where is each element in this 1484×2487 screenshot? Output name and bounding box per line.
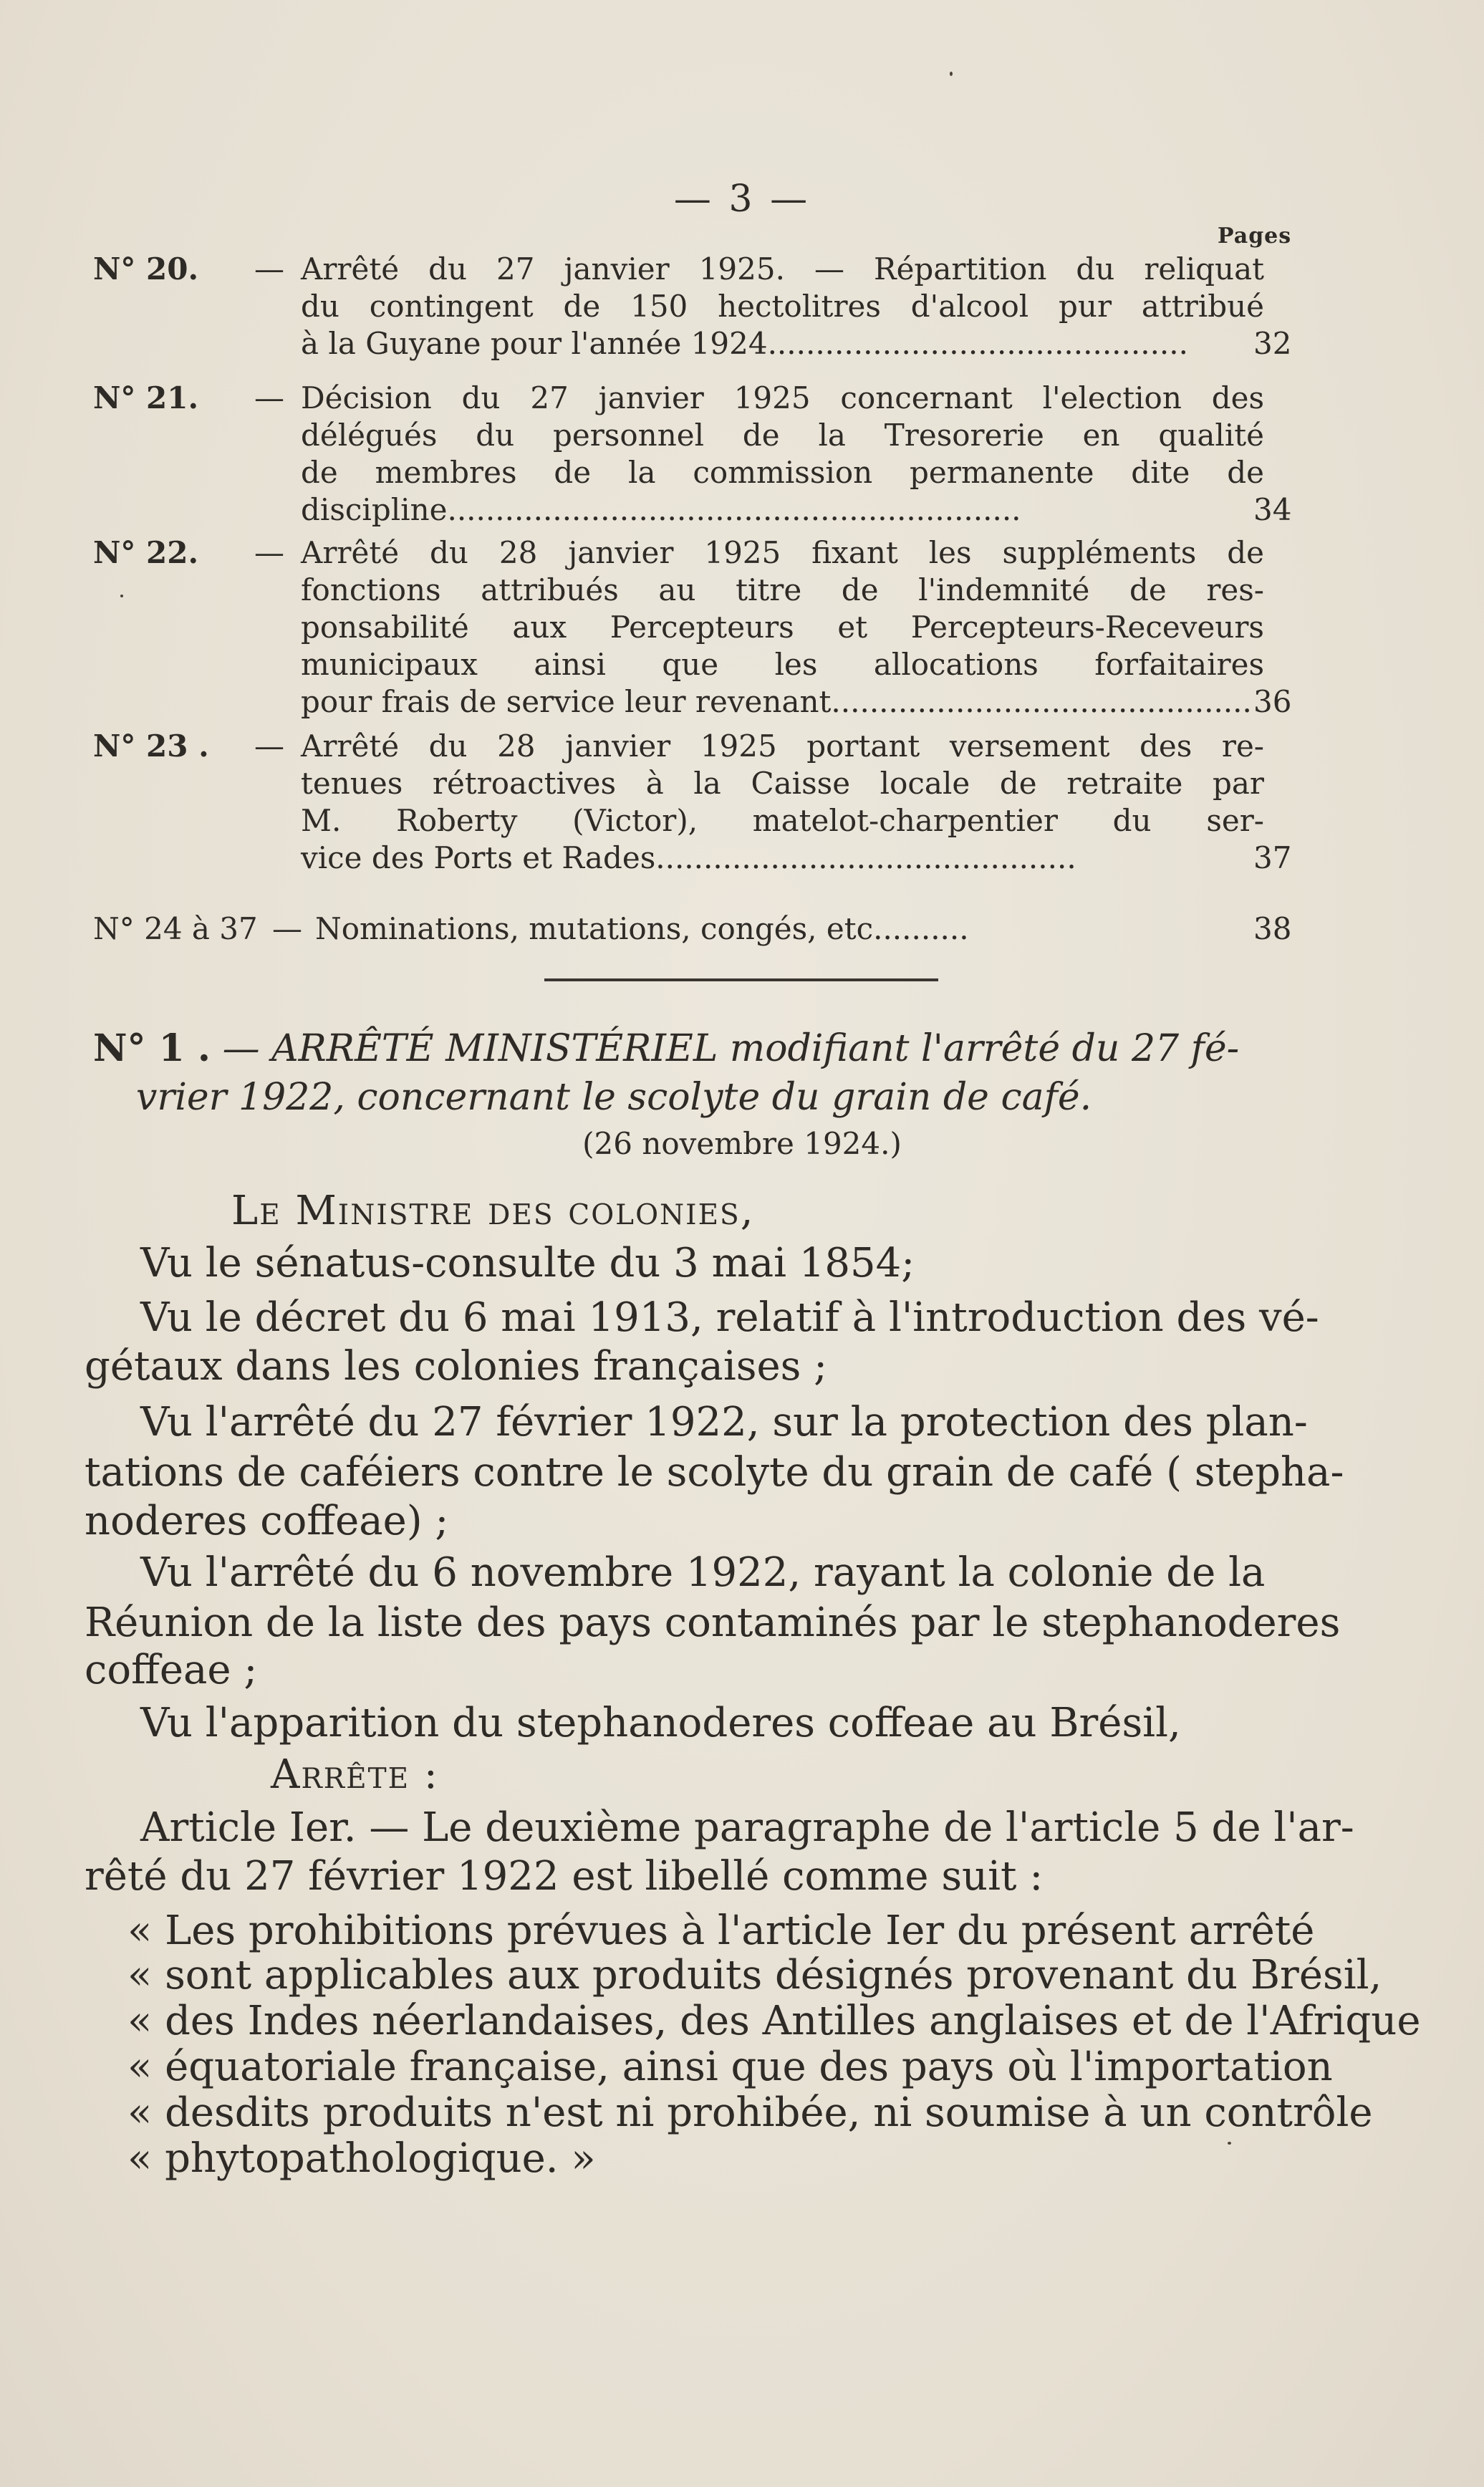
body-line: Vu l'apparition du stephanoderes coffeae au Brésil, — [140, 1700, 1181, 1746]
toc-entry-line: ponsabilité aux Percepteurs et Percepteurs-Receveurs — [301, 610, 1264, 645]
body-line: Vu le sénatus-consulte du 3 mai 1854; — [140, 1240, 915, 1286]
body-line: noderes coffeae) ; — [85, 1498, 449, 1544]
body-line: tations de caféiers contre le scolyte du grain de café ( stepha- — [85, 1449, 1344, 1496]
toc-entry-line: discipline ............................................................ — [301, 492, 1021, 527]
toc-entry-line: Arrêté du 28 janvier 1925 fixant les suppléments de — [301, 535, 1264, 570]
article-number: N° 1 . — [93, 1026, 211, 1070]
toc-entry-line: vice des Ports et Rades ............................................ — [301, 840, 1076, 875]
body-line: Vu l'arrêté du 6 novembre 1922, rayant la colonie de la — [140, 1549, 1266, 1596]
body-line: Le Ministre des colonies, — [231, 1188, 755, 1234]
toc-entry-number: N° 24 à 37 — [93, 911, 258, 946]
toc-entry-number: N° 21. — [93, 380, 199, 415]
toc-entry-line: de membres de la commission permanente dite de — [301, 455, 1264, 490]
body-line: gétaux dans les colonies françaises ; — [85, 1343, 828, 1390]
toc-entry-line: tenues rétroactives à la Caisse locale de retraite par — [301, 766, 1264, 801]
toc-entry-number: N° 20. — [93, 251, 199, 287]
body-line: Arrête : — [271, 1751, 439, 1798]
article-title-line — [93, 1024, 1296, 1073]
toc-entry-number: N° 23 . — [93, 728, 209, 764]
body-line: Réunion de la liste des pays contaminés par le stephanoderes — [85, 1600, 1341, 1646]
toc-entry-number: N° 22. — [93, 535, 199, 570]
body-line: Vu l'arrêté du 27 février 1922, sur la protection des plan- — [140, 1399, 1308, 1445]
toc-entry-line: Arrêté du 27 janvier 1925. — Répartition du reliquat — [301, 251, 1264, 287]
toc-entry-dash: — — [254, 535, 284, 570]
toc-entry-dash: — — [254, 728, 284, 764]
body-line: « Les prohibitions prévues à l'article Ier du présent arrêté — [127, 1908, 1315, 1954]
paper-speck — [950, 72, 953, 76]
toc-entry-page: 32 — [1253, 326, 1292, 361]
toc-entry-line: délégués du personnel de la Tresorerie en qualité — [301, 418, 1264, 453]
body-line: « desdits produits n'est ni prohibée, ni soumise à un contrôle — [127, 2089, 1373, 2136]
article-title-line: vrier 1922, concernant le scolyte du grain de café. — [136, 1076, 1092, 1119]
toc-entry-page: 34 — [1253, 492, 1292, 527]
section-divider — [544, 978, 938, 981]
toc-entry-page: 38 — [1253, 911, 1292, 946]
toc-entry-dash: — — [254, 380, 284, 415]
toc-entry-text: Nominations, mutations, congés, etc.......... — [315, 911, 969, 946]
body-line: coffeae ; — [85, 1647, 258, 1693]
body-line: rêté du 27 février 1922 est libellé comme suit : — [85, 1853, 1044, 1900]
pages-column-label: Pages — [1218, 223, 1292, 249]
body-line: Article Ier. — Le deuxième paragraphe de l'article 5 de l'ar- — [140, 1804, 1354, 1851]
toc-entry-line: M. Roberty (Victor), matelot-charpentier du ser- — [301, 803, 1264, 838]
article-date: (26 novembre 1924.) — [582, 1126, 902, 1161]
paper-speck — [120, 595, 123, 597]
article-title: — ARRÊTÉ MINISTÉRIEL modifiant l'arrêté du 27 fé- — [222, 1027, 1240, 1070]
toc-entry-line: pour frais de service leur revenant ............................................ — [301, 684, 1252, 719]
toc-entry-dash: — — [272, 911, 302, 946]
body-line: « sont applicables aux produits désignés provenant du Brésil, — [127, 1952, 1382, 1998]
article-heading — [93, 1024, 1296, 1122]
toc-entry-line: du contingent de 150 hectolitres d'alcool pur attribué — [301, 289, 1264, 324]
toc-entry-dash: — — [254, 251, 284, 287]
page-number: — 3 — — [673, 178, 811, 221]
paper-speck — [1228, 2142, 1231, 2145]
toc-entry-line: fonctions attribués au titre de l'indemnité de res- — [301, 572, 1264, 607]
toc-entry-line: à la Guyane pour l'année 1924 ............................................ — [301, 326, 1188, 361]
toc-entry-line: Décision du 27 janvier 1925 concernant l'election des — [301, 380, 1264, 415]
body-line: « des Indes néerlandaises, des Antilles anglaises et de l'Afrique — [127, 1998, 1421, 2044]
body-line: « phytopathologique. » — [127, 2135, 596, 2182]
toc-entry-line: municipaux ainsi que les allocations forfaitaires — [301, 647, 1264, 682]
toc-entry-page: 37 — [1253, 840, 1292, 875]
body-line: Vu le décret du 6 mai 1913, relatif à l'introduction des vé- — [140, 1294, 1319, 1341]
body-line: « équatoriale française, ainsi que des pays où l'importation — [127, 2044, 1333, 2090]
toc-entry-line: Arrêté du 28 janvier 1925 portant versement des re- — [301, 728, 1264, 764]
toc-entry-page: 36 — [1253, 684, 1292, 719]
